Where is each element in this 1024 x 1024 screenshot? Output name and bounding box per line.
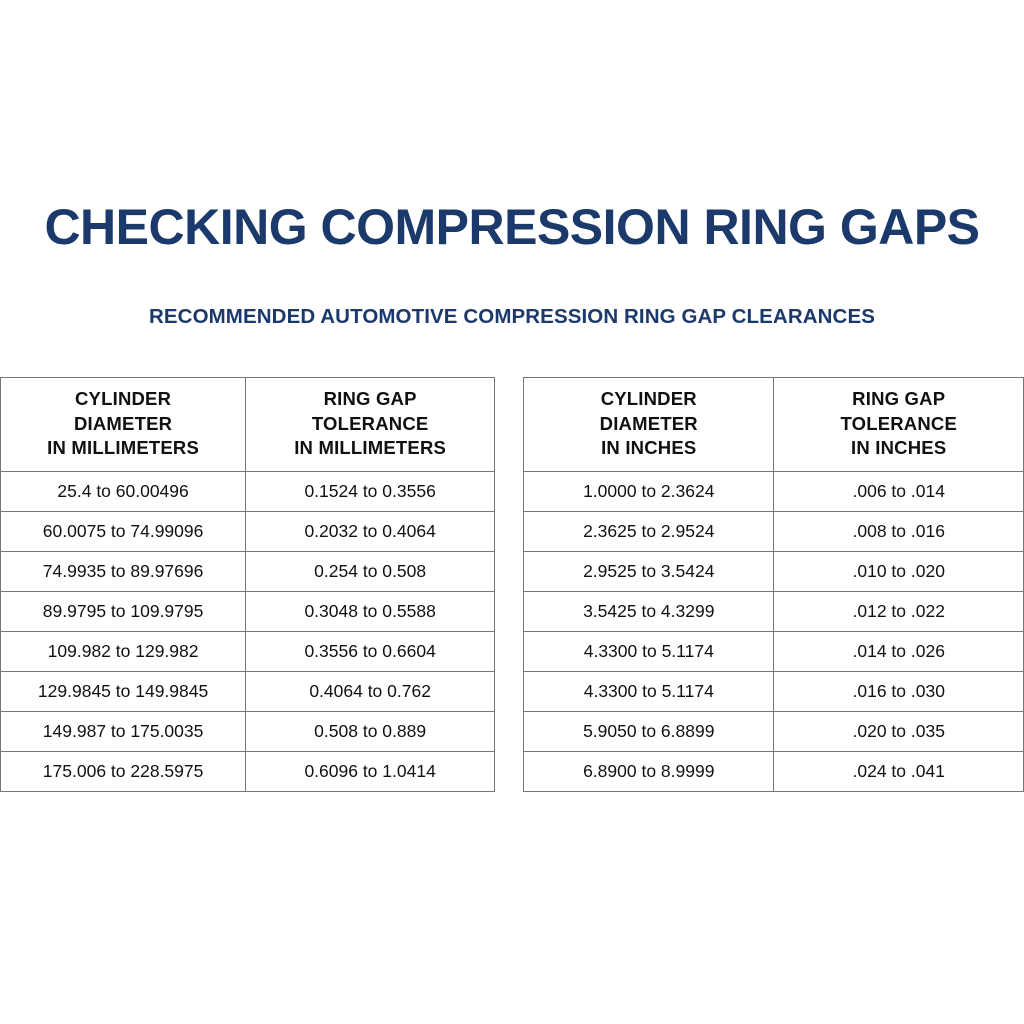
cell-tolerance: .010 to .020: [774, 551, 1024, 591]
table-row: [524, 671, 1024, 711]
header-line: DIAMETER: [599, 412, 698, 434]
header-line: RING GAP: [323, 388, 417, 409]
cell-tolerance: .016 to .030: [774, 671, 1024, 711]
table-header-row: [524, 378, 1024, 472]
header-line: IN INCHES: [851, 437, 947, 459]
table-row: [1, 751, 495, 791]
table-row: [1, 671, 495, 711]
table-row: [524, 591, 1024, 631]
metric-table-body: [1, 471, 495, 791]
cell-diameter: 6.8900 to 8.9999: [524, 751, 774, 791]
header-line: IN MILLIMETERS: [294, 437, 447, 459]
metric-col-header-tolerance: [246, 378, 495, 472]
cell-tolerance: 0.508 to 0.889: [246, 711, 495, 751]
imperial-table-body: [524, 471, 1024, 791]
cell-tolerance: 0.4064 to 0.762: [246, 671, 495, 711]
cell-diameter: 3.5425 to 4.3299: [524, 591, 774, 631]
cell-tolerance: .014 to .026: [774, 631, 1024, 671]
header-line: RING GAP: [852, 388, 946, 409]
imperial-table-head: [524, 378, 1024, 472]
cell-diameter: 25.4 to 60.00496: [1, 471, 246, 511]
cell-diameter: 74.9935 to 89.97696: [1, 551, 246, 591]
cell-tolerance: 0.2032 to 0.4064: [246, 511, 495, 551]
imperial-col-header-diameter: [524, 378, 774, 472]
header-line: CYLINDER: [600, 388, 697, 409]
header-line: TOLERANCE: [840, 412, 958, 434]
metric-table: [0, 377, 495, 792]
cell-diameter: 149.987 to 175.0035: [1, 711, 246, 751]
header-line: IN INCHES: [601, 437, 697, 459]
cell-diameter: 175.006 to 228.5975: [1, 751, 246, 791]
table-row: [1, 551, 495, 591]
cell-diameter: 129.9845 to 149.9845: [1, 671, 246, 711]
cell-tolerance: 0.6096 to 1.0414: [246, 751, 495, 791]
cell-tolerance: .024 to .041: [774, 751, 1024, 791]
table-row: [1, 471, 495, 511]
cell-diameter: 4.3300 to 5.1174: [524, 631, 774, 671]
table-row: [524, 631, 1024, 671]
table-row: [524, 511, 1024, 551]
header-line: IN MILLIMETERS: [47, 437, 199, 459]
table-row: [524, 471, 1024, 511]
tables-container: [0, 377, 1024, 792]
cell-diameter: 4.3300 to 5.1174: [524, 671, 774, 711]
header-line: DIAMETER: [73, 412, 173, 434]
cell-diameter: 5.9050 to 6.8899: [524, 711, 774, 751]
table-row: [1, 511, 495, 551]
cell-diameter: 2.3625 to 2.9524: [524, 511, 774, 551]
page-title: CHECKING COMPRESSION RING GAPS: [44, 199, 980, 255]
page-subtitle: RECOMMENDED AUTOMOTIVE COMPRESSION RING GAP CLEARANCES: [149, 305, 875, 328]
metric-table-head: [1, 378, 495, 472]
imperial-col-header-tolerance: [774, 378, 1024, 472]
cell-diameter: 89.9795 to 109.9795: [1, 591, 246, 631]
table-row: [1, 711, 495, 751]
cell-diameter: 109.982 to 129.982: [1, 631, 246, 671]
table-row: [1, 591, 495, 631]
cell-tolerance: 0.1524 to 0.3556: [246, 471, 495, 511]
cell-tolerance: 0.3556 to 0.6604: [246, 631, 495, 671]
cell-diameter: 1.0000 to 2.3624: [524, 471, 774, 511]
imperial-table: [523, 377, 1024, 792]
cell-tolerance: 0.3048 to 0.5588: [246, 591, 495, 631]
cell-tolerance: .008 to .016: [774, 511, 1024, 551]
cell-tolerance: 0.254 to 0.508: [246, 551, 495, 591]
table-row: [1, 631, 495, 671]
metric-col-header-diameter: [1, 378, 246, 472]
header-line: CYLINDER: [75, 388, 172, 409]
cell-tolerance: .012 to .022: [774, 591, 1024, 631]
cell-diameter: 60.0075 to 74.99096: [1, 511, 246, 551]
header-line: TOLERANCE: [311, 412, 429, 434]
table-header-row: [1, 378, 495, 472]
cell-tolerance: .006 to .014: [774, 471, 1024, 511]
table-row: [524, 751, 1024, 791]
cell-tolerance: .020 to .035: [774, 711, 1024, 751]
table-row: [524, 551, 1024, 591]
table-row: [524, 711, 1024, 751]
cell-diameter: 2.9525 to 3.5424: [524, 551, 774, 591]
